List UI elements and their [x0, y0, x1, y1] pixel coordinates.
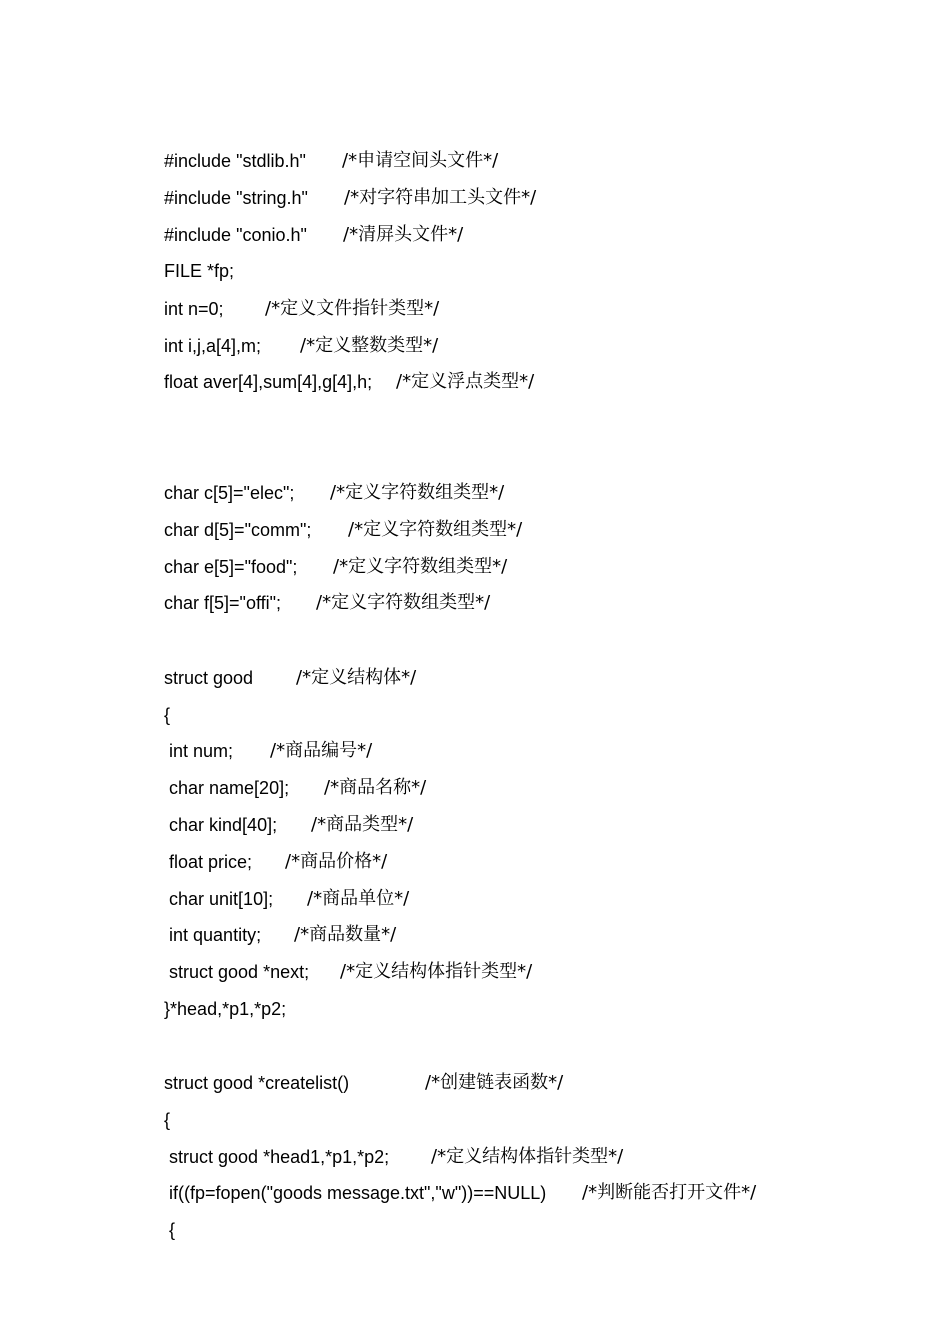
code-text: { — [169, 1220, 176, 1240]
code-line — [144, 642, 417, 688]
code-line — [144, 457, 505, 503]
code-comment: /*清屏头文件*/ — [343, 224, 464, 245]
code-line — [144, 1121, 624, 1167]
code-text: struct good *head1,*p1,*p2; — [169, 1147, 390, 1167]
code-line — [144, 863, 410, 909]
code-line — [144, 125, 499, 171]
code-line — [144, 531, 508, 577]
code-text: char e[5]="food"; — [164, 557, 298, 577]
code-comment: /*定义结构体指针类型*/ — [340, 961, 533, 982]
code-comment: /*定义字符数组类型*/ — [316, 592, 491, 613]
code-line — [144, 346, 535, 392]
code-line — [144, 310, 439, 356]
code-text: char name[20]; — [169, 778, 290, 798]
code-text: FILE *fp; — [164, 261, 235, 281]
code-line — [144, 1157, 757, 1203]
code-text: char kind[40]; — [169, 815, 278, 835]
code-line — [144, 1084, 171, 1130]
code-comment: /*定义结构体*/ — [296, 667, 417, 688]
code-line — [144, 936, 533, 982]
code-text: { — [164, 1110, 171, 1130]
code-text: { — [164, 705, 171, 725]
code-comment: /*商品编号*/ — [270, 740, 373, 761]
code-line — [144, 715, 373, 761]
code-text: #include "string.h" — [164, 188, 308, 208]
code-text: struct good *next; — [169, 962, 310, 982]
code-line — [144, 973, 287, 1019]
code-comment: /*商品名称*/ — [324, 777, 427, 798]
code-text: float price; — [169, 852, 253, 872]
code-text: struct good — [164, 668, 254, 688]
code-line — [144, 1047, 564, 1093]
code-text: char c[5]="elec"; — [164, 483, 295, 503]
code-comment: /*定义文件指针类型*/ — [265, 298, 440, 319]
code-comment: /*商品单位*/ — [307, 888, 410, 909]
code-text: }*head,*p1,*p2; — [164, 999, 287, 1019]
code-text: int n=0; — [164, 299, 224, 319]
code-line — [144, 826, 388, 872]
code-comment: /*定义结构体指针类型*/ — [431, 1146, 624, 1167]
code-comment: /*定义字符数组类型*/ — [348, 519, 523, 540]
code-comment: /*创建链表函数*/ — [425, 1072, 564, 1093]
code-text: char d[5]="comm"; — [164, 520, 312, 540]
code-text: #include "conio.h" — [164, 225, 307, 245]
code-text: struct good *createlist() — [164, 1073, 350, 1093]
code-text: int i,j,a[4],m; — [164, 336, 262, 356]
code-line — [144, 752, 427, 798]
code-comment: /*商品类型*/ — [311, 814, 414, 835]
code-line — [144, 1194, 176, 1240]
code-comment: /*对字符串加工头文件*/ — [344, 187, 537, 208]
code-line — [144, 273, 440, 319]
code-text: if((fp=fopen("goods message.txt","w"))==NULL) — [169, 1183, 547, 1203]
code-line — [144, 789, 414, 835]
code-line — [144, 494, 523, 540]
code-comment: /*申请空间头文件*/ — [342, 150, 499, 171]
code-line — [144, 235, 235, 281]
code-line — [144, 679, 171, 725]
code-comment: /*定义整数类型*/ — [300, 335, 439, 356]
code-line — [144, 199, 464, 245]
code-comment: /*定义字符数组类型*/ — [330, 482, 505, 503]
code-text: char unit[10]; — [169, 889, 274, 909]
code-line — [144, 162, 537, 208]
code-text: int quantity; — [169, 925, 262, 945]
code-comment: /*商品价格*/ — [285, 851, 388, 872]
code-comment: /*定义浮点类型*/ — [396, 371, 535, 392]
code-comment: /*商品数量*/ — [294, 924, 397, 945]
code-comment: /*判断能否打开文件*/ — [582, 1182, 757, 1203]
code-comment: /*定义字符数组类型*/ — [333, 556, 508, 577]
code-text: float aver[4],sum[4],g[4],h; — [164, 372, 373, 392]
code-text: int num; — [169, 741, 234, 761]
code-text: #include "stdlib.h" — [164, 151, 306, 171]
code-text: char f[5]="offi"; — [164, 593, 282, 613]
